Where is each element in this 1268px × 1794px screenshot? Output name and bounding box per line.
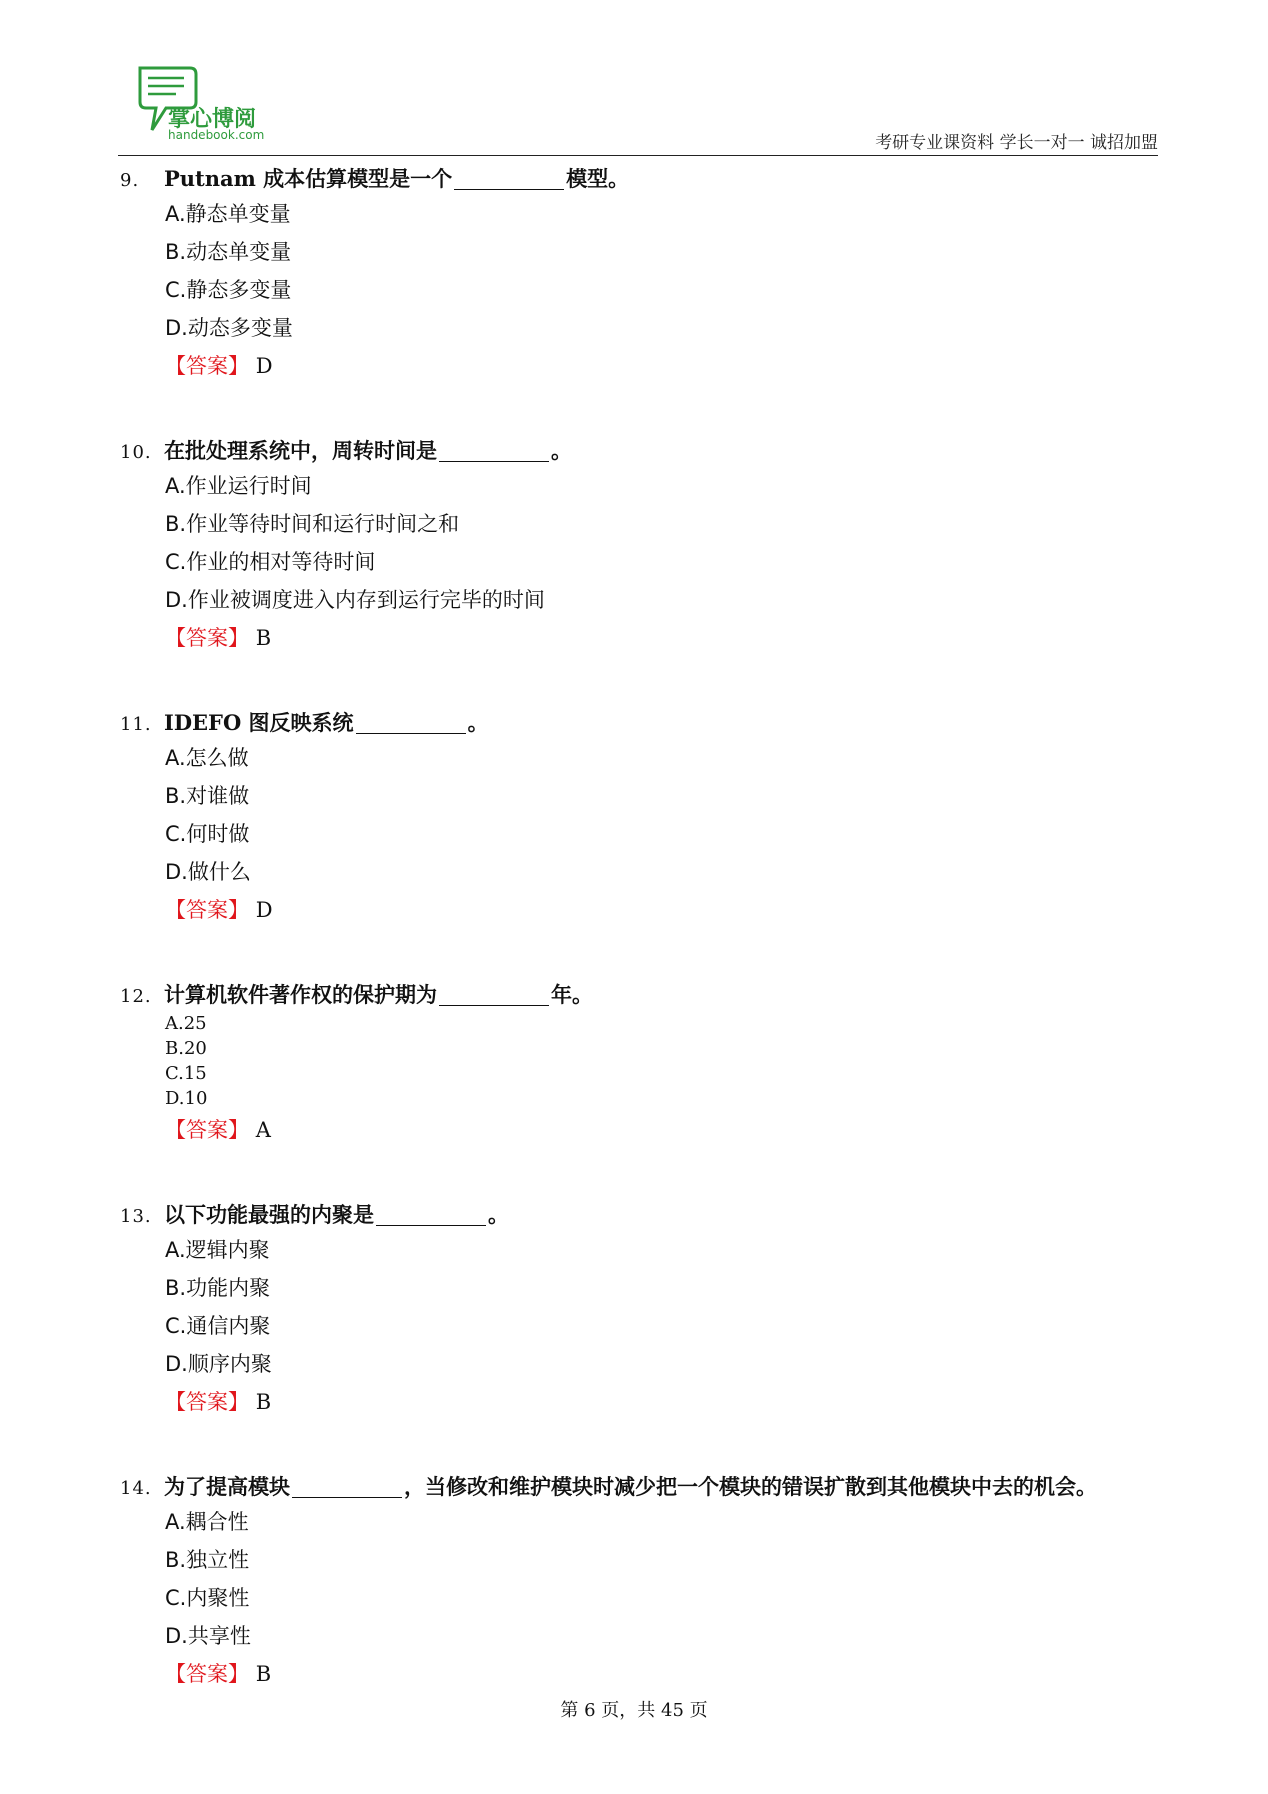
- option-a: A.怎么做: [165, 746, 249, 770]
- answer-blank: [376, 1203, 486, 1226]
- answer-value: A: [255, 1118, 271, 1142]
- option-c: C.静态多变量: [165, 278, 292, 302]
- question-12: [120, 979, 1160, 1149]
- question-list: [120, 163, 1160, 1693]
- option-c: C.15: [165, 1063, 207, 1084]
- page-header: [118, 58, 1158, 155]
- question-text: IDEFO 图反映系统: [164, 710, 354, 735]
- question-9: [120, 163, 1160, 385]
- question-title: [120, 435, 1160, 467]
- question-text-end: ，当修改和维护模块时减少把一个模块的错误扩散到其他模块中去的机会。: [404, 1474, 1097, 1499]
- option-c: C.何时做: [165, 822, 250, 846]
- option-b: B.对谁做: [165, 784, 250, 808]
- answer-tag: 【答案】: [165, 1390, 249, 1414]
- logo-url: handebook.com: [168, 128, 265, 142]
- option-d: D.10: [165, 1088, 208, 1109]
- question-text-end: 。: [467, 710, 489, 735]
- option-a: A.作业运行时间: [165, 474, 312, 498]
- header-slogan: 考研专业课资料 学长一对一 诚招加盟: [875, 133, 1158, 153]
- answer-tag: 【答案】: [165, 1118, 249, 1142]
- option-a: A.逻辑内聚: [165, 1238, 270, 1262]
- option-d: D.顺序内聚: [165, 1352, 272, 1376]
- answer-value: D: [255, 354, 273, 378]
- option-list: [165, 1011, 1160, 1111]
- option-b: B.20: [165, 1038, 207, 1059]
- option-list: [165, 739, 1160, 891]
- question-text: 计算机软件著作权的保护期为: [164, 982, 437, 1007]
- option-d: D.动态多变量: [165, 316, 293, 340]
- answer-line: [165, 1655, 1160, 1693]
- answer-blank: [439, 439, 549, 462]
- option-list: [165, 195, 1160, 347]
- answer-line: [165, 1383, 1160, 1421]
- question-14: [120, 1471, 1160, 1693]
- question-number: 11.: [120, 714, 152, 735]
- option-d: D.作业被调度进入内存到运行完毕的时间: [165, 588, 545, 612]
- question-title: [120, 979, 1160, 1011]
- question-13: [120, 1199, 1160, 1421]
- option-a: A.静态单变量: [165, 202, 291, 226]
- question-text: 以下功能最强的内聚是: [164, 1202, 374, 1227]
- answer-blank: [292, 1475, 402, 1498]
- question-text: 在批处理系统中，周转时间是: [164, 438, 437, 463]
- question-number: 13.: [120, 1206, 152, 1227]
- question-number: 9.: [120, 170, 140, 191]
- answer-tag: 【答案】: [165, 354, 249, 378]
- question-title: [120, 1471, 1160, 1503]
- answer-line: [165, 347, 1160, 385]
- question-text-end: 。: [551, 438, 572, 463]
- question-number: 14.: [120, 1478, 152, 1499]
- option-d: D.共享性: [165, 1624, 251, 1648]
- page-footer: 第 6 页，共 45 页: [560, 1700, 708, 1721]
- answer-tag: 【答案】: [165, 898, 249, 922]
- question-text: 为了提高模块: [164, 1474, 290, 1499]
- question-text-end: 。: [488, 1202, 509, 1227]
- answer-blank: [439, 983, 549, 1006]
- answer-blank: [454, 167, 564, 190]
- answer-value: B: [255, 1390, 272, 1414]
- option-c: C.内聚性: [165, 1586, 250, 1610]
- option-c: C.作业的相对等待时间: [165, 550, 376, 574]
- option-list: [165, 1231, 1160, 1383]
- question-title: [120, 163, 1160, 195]
- option-d: D.做什么: [165, 860, 251, 884]
- option-a: A.耦合性: [165, 1510, 249, 1534]
- question-title: [120, 1199, 1160, 1231]
- answer-value: B: [255, 1662, 272, 1686]
- question-10: [120, 435, 1160, 657]
- header-divider: [118, 155, 1158, 156]
- option-b: B.独立性: [165, 1548, 250, 1572]
- option-a: A.25: [165, 1013, 207, 1034]
- answer-tag: 【答案】: [165, 1662, 249, 1686]
- answer-blank: [356, 711, 466, 734]
- question-title: [120, 707, 1160, 739]
- option-b: B.动态单变量: [165, 240, 292, 264]
- answer-line: [165, 891, 1160, 929]
- option-list: [165, 1503, 1160, 1655]
- answer-value: D: [255, 898, 273, 922]
- logo-text: 掌心博阅: [168, 107, 257, 132]
- question-number: 12.: [120, 986, 152, 1007]
- option-b: B.作业等待时间和运行时间之和: [165, 512, 460, 536]
- question-text-end: 模型。: [566, 166, 630, 191]
- answer-value: B: [255, 626, 272, 650]
- question-number: 10.: [120, 442, 152, 463]
- option-c: C.通信内聚: [165, 1314, 271, 1338]
- question-text: Putnam 成本估算模型是一个: [164, 166, 453, 191]
- answer-line: [165, 619, 1160, 657]
- answer-tag: 【答案】: [165, 626, 249, 650]
- option-b: B.功能内聚: [165, 1276, 271, 1300]
- option-list: [165, 467, 1160, 619]
- question-text-end: 年。: [551, 982, 593, 1007]
- question-11: [120, 707, 1160, 929]
- answer-line: [165, 1111, 1160, 1149]
